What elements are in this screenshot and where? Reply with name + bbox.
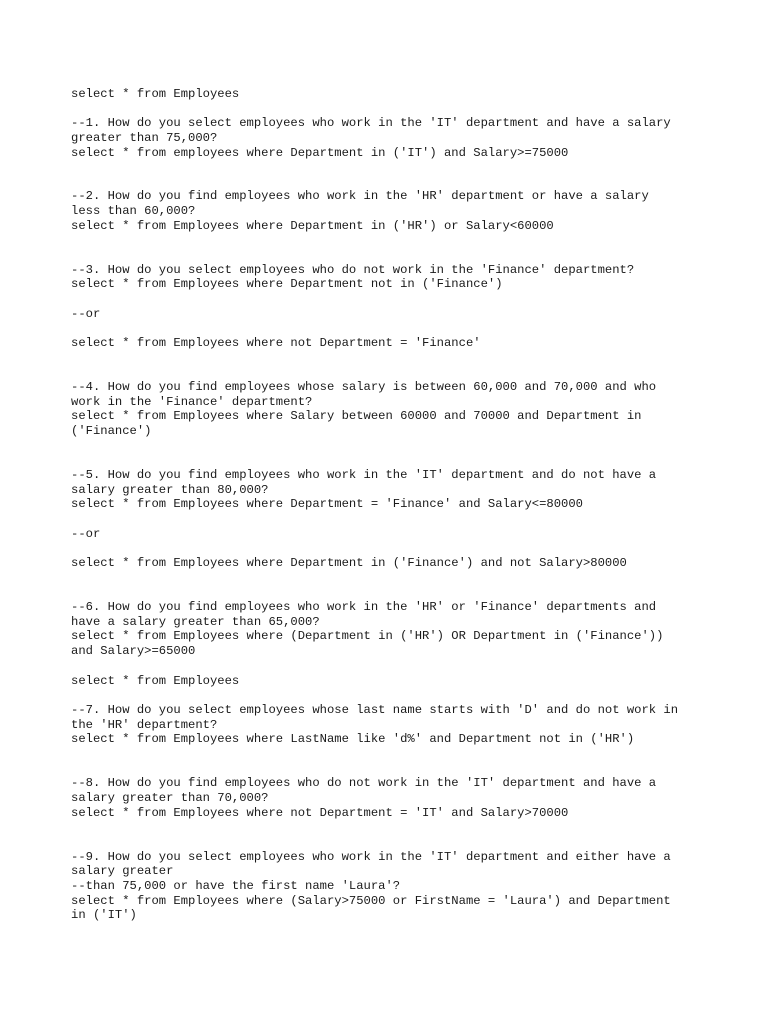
text-line: salary greater than 80,000? (71, 483, 269, 497)
text-line: and Salary>=65000 (71, 644, 196, 658)
text-line: select * from Employees where (Department in ('HR') OR Department in ('Finance')) (71, 629, 664, 643)
text-line: --2. How do you find employees who work in the 'HR' department or have a salary (71, 189, 649, 203)
text-line: select * from Employees where Department in ('Finance') and not Salary>80000 (71, 556, 627, 570)
text-line: select * from Employees where Salary between 60000 and 70000 and Department in (71, 409, 642, 423)
text-line: --8. How do you find employees who do not work in the 'IT' department and have a (71, 776, 657, 790)
text-line: select * from Employees where not Department = 'IT' and Salary>70000 (71, 806, 569, 820)
text-line: --5. How do you find employees who work in the 'IT' department and do not have a (71, 468, 657, 482)
text-line: --3. How do you select employees who do not work in the 'Finance' department? (71, 263, 635, 277)
text-line: work in the 'Finance' department? (71, 395, 313, 409)
text-line: salary greater (71, 864, 174, 878)
text-line: the 'HR' department? (71, 718, 218, 732)
text-line: select * from Employees (71, 674, 240, 688)
text-line: select * from Employees where Department = 'Finance' and Salary<=80000 (71, 497, 583, 511)
text-line: salary greater than 70,000? (71, 791, 269, 805)
text-line: select * from Employees where Department not in ('Finance') (71, 277, 503, 291)
text-line: --than 75,000 or have the first name 'Laura'? (71, 879, 401, 893)
text-line: --4. How do you find employees whose salary is between 60,000 and 70,000 and who (71, 380, 657, 394)
text-line: in ('IT') (71, 908, 137, 922)
text-line: --7. How do you select employees whose last name starts with 'D' and do not work in (71, 703, 679, 717)
text-line: --or (71, 307, 101, 321)
text-line: select * from Employees (71, 87, 240, 101)
text-line: select * from Employees where Department in ('HR') or Salary<60000 (71, 219, 554, 233)
text-line: --6. How do you find employees who work in the 'HR' or 'Finance' departments and (71, 600, 657, 614)
text-line: --9. How do you select employees who work in the 'IT' department and either have a (71, 850, 671, 864)
text-line: select * from employees where Department in ('IT') and Salary>=75000 (71, 146, 569, 160)
text-line: select * from Employees where (Salary>75000 or FirstName = 'Laura') and Department (71, 894, 671, 908)
text-line: --or (71, 527, 101, 541)
text-line: ('Finance') (71, 424, 152, 438)
text-line: have a salary greater than 65,000? (71, 615, 320, 629)
text-line: less than 60,000? (71, 204, 196, 218)
text-line: select * from Employees where not Department = 'Finance' (71, 336, 481, 350)
text-line: --1. How do you select employees who work in the 'IT' department and have a salary (71, 116, 671, 130)
text-line: select * from Employees where LastName like 'd%' and Department not in ('HR') (71, 732, 635, 746)
text-line: greater than 75,000? (71, 131, 218, 145)
